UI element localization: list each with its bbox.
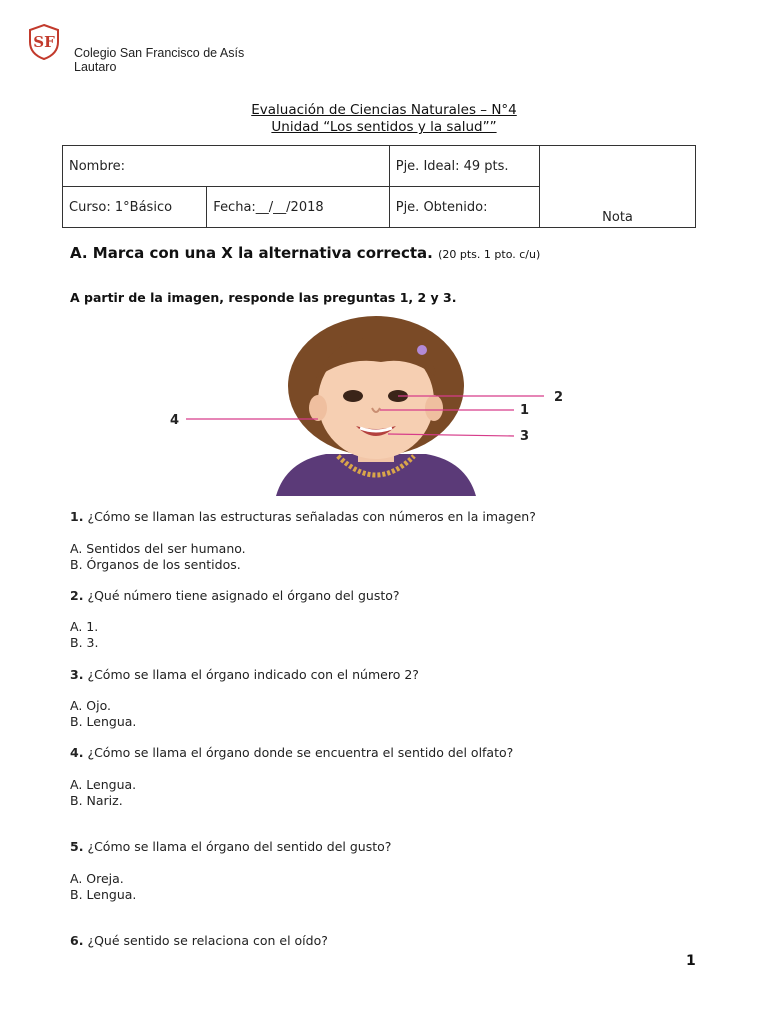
school-name-line1: Colegio San Francisco de Asís bbox=[74, 46, 245, 60]
nota-field[interactable]: Nota bbox=[540, 146, 696, 228]
question-4-options bbox=[70, 777, 136, 808]
question-number: 5. bbox=[70, 839, 84, 854]
option-b[interactable]: B. Nariz. bbox=[70, 792, 123, 808]
student-info-table bbox=[62, 145, 696, 228]
question-3 bbox=[70, 667, 419, 682]
option-b[interactable]: B. Lengua. bbox=[70, 713, 137, 729]
option-a[interactable]: A. 1. bbox=[70, 619, 99, 634]
question-5 bbox=[70, 839, 391, 854]
option-a[interactable]: A. Sentidos del ser humano. bbox=[70, 541, 246, 556]
ear-right bbox=[425, 395, 443, 421]
question-2-options bbox=[70, 619, 98, 650]
label-3: 3 bbox=[520, 429, 530, 444]
fecha-field[interactable]: Fecha:__/__/2018 bbox=[207, 187, 389, 228]
option-a[interactable]: A. Lengua. bbox=[70, 777, 137, 792]
option-a[interactable]: A. Ojo. bbox=[70, 698, 111, 713]
question-6 bbox=[70, 933, 328, 948]
hair-clip bbox=[417, 345, 427, 355]
pje-ideal-field: Pje. Ideal: 49 pts. bbox=[389, 146, 539, 187]
option-b[interactable]: B. 3. bbox=[70, 634, 99, 650]
pje-obtenido-field[interactable]: Pje. Obtenido: bbox=[389, 187, 539, 228]
question-3-options bbox=[70, 698, 136, 729]
question-number: 2. bbox=[70, 588, 84, 603]
page-number: 1 bbox=[686, 953, 696, 969]
question-text: ¿Qué número tiene asignado el órgano del gusto? bbox=[87, 588, 400, 603]
question-2 bbox=[70, 588, 400, 603]
eye-left bbox=[343, 390, 363, 402]
question-number: 4. bbox=[70, 745, 84, 760]
option-b[interactable]: B. Órganos de los sentidos. bbox=[70, 556, 241, 572]
question-text: ¿Cómo se llama el órgano indicado con el número 2? bbox=[87, 667, 419, 682]
question-text: ¿Cómo se llama el órgano donde se encuentra el sentido del olfato? bbox=[87, 745, 514, 760]
section-a-heading bbox=[70, 244, 540, 262]
option-a[interactable]: A. Oreja. bbox=[70, 871, 124, 886]
question-5-options bbox=[70, 871, 136, 902]
question-1-options bbox=[70, 541, 246, 572]
label-2: 2 bbox=[554, 390, 564, 405]
exam-title: Evaluación de Ciencias Naturales – N°4 bbox=[251, 102, 517, 118]
nombre-field[interactable]: Nombre: bbox=[63, 146, 390, 187]
svg-text:SF: SF bbox=[33, 33, 55, 51]
exam-unit: Unidad “Los sentidos y la salud”” bbox=[271, 119, 497, 135]
label-1: 1 bbox=[520, 403, 530, 418]
school-name bbox=[74, 46, 244, 74]
question-text: ¿Cómo se llama el órgano del sentido del gusto? bbox=[87, 839, 392, 854]
question-number: 3. bbox=[70, 667, 84, 682]
question-1 bbox=[70, 509, 536, 524]
ear-left bbox=[309, 395, 327, 421]
section-a-intro: A partir de la imagen, responde las preguntas 1, 2 y 3. bbox=[70, 290, 457, 305]
school-logo bbox=[28, 24, 60, 60]
option-b[interactable]: B. Lengua. bbox=[70, 886, 137, 902]
school-name-line2: Lautaro bbox=[74, 60, 117, 74]
question-4 bbox=[70, 745, 513, 760]
section-a-title: A. Marca con una X la alternativa correcta. bbox=[70, 244, 433, 262]
question-number: 6. bbox=[70, 933, 84, 948]
child-face-image bbox=[170, 316, 576, 496]
label-4: 4 bbox=[170, 413, 180, 428]
question-text: ¿Qué sentido se relaciona con el oído? bbox=[87, 933, 328, 948]
question-number: 1. bbox=[70, 509, 84, 524]
question-text: ¿Cómo se llaman las estructuras señaladas con números en la imagen? bbox=[87, 509, 536, 524]
curso-field: Curso: 1°Básico bbox=[63, 187, 207, 228]
section-a-points: (20 pts. 1 pto. c/u) bbox=[438, 248, 541, 261]
